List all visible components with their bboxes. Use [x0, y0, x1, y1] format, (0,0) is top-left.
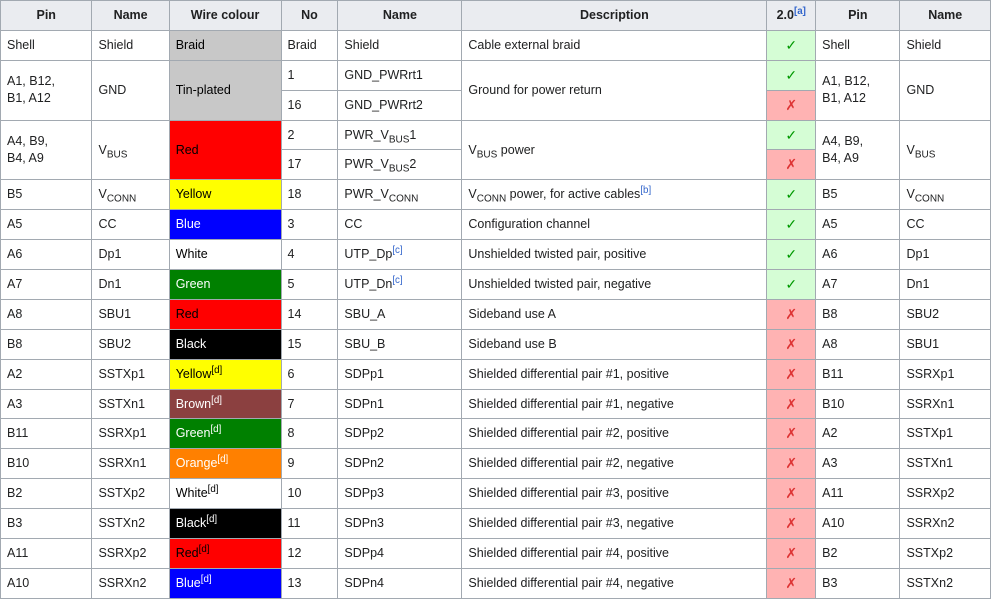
cell-name-a: Shield	[92, 30, 169, 60]
cell-pin-b: A6	[816, 240, 900, 270]
column-header-no: No	[281, 1, 338, 31]
cell-description: Shielded differential pair #1, positive	[462, 359, 767, 389]
cell-name-b: $PWR\_V_{BUS}1$	[338, 120, 462, 150]
cell-wire-number: 8	[281, 419, 338, 449]
cell-wire-colour: Braid	[169, 30, 281, 60]
cell-name-a: SBU1	[92, 299, 169, 329]
usb20-unsupported-icon: ✗	[767, 539, 816, 569]
table-row	[1, 180, 991, 210]
cell-wire-colour: Blue	[169, 210, 281, 240]
cell-name-a: SSTXp1	[92, 359, 169, 389]
cell-name-c: SSTXp1	[900, 419, 991, 449]
table-row	[1, 359, 991, 389]
table-row	[1, 479, 991, 509]
cell-wire-number: 1	[281, 60, 338, 90]
cell-name-b: CC	[338, 210, 462, 240]
usb20-supported-icon: ✓	[767, 210, 816, 240]
cell-description: $V_{BUS}$ power	[462, 120, 767, 180]
table-row	[1, 539, 991, 569]
cell-pin-b: B8	[816, 299, 900, 329]
usb20-supported-icon: ✓	[767, 60, 816, 90]
cell-description: Shielded differential pair #3, positive	[462, 479, 767, 509]
cell-description: Shielded differential pair #1, negative	[462, 389, 767, 419]
cell-pin-b: Shell	[816, 30, 900, 60]
cell-name-c: Dn1	[900, 270, 991, 300]
cell-description: Shielded differential pair #4, negative	[462, 568, 767, 598]
table-row	[1, 30, 991, 60]
cell-pin-a: A6	[1, 240, 92, 270]
cell-wire-colour: Brown[d]	[169, 389, 281, 419]
table-row	[1, 389, 991, 419]
cell-pin-b: A1, B12, B1, A12	[816, 60, 900, 120]
cell-name-a: SSRXn2	[92, 568, 169, 598]
cell-wire-colour: Yellow[d]	[169, 359, 281, 389]
cell-name-b: SDPp2	[338, 419, 462, 449]
cell-name-b: UTP_Dn[c]	[338, 270, 462, 300]
cell-name-a: SSTXn2	[92, 509, 169, 539]
cell-pin-b: A4, B9, B4, A9	[816, 120, 900, 180]
cell-pin-b: A3	[816, 449, 900, 479]
cell-name-a: $V_{CONN}$	[92, 180, 169, 210]
cell-name-b: SDPn4	[338, 568, 462, 598]
cell-pin-a: B2	[1, 479, 92, 509]
cell-pin-a: A8	[1, 299, 92, 329]
cell-pin-b: A5	[816, 210, 900, 240]
cell-name-b: GND_PWRrt2	[338, 90, 462, 120]
cell-wire-number: Braid	[281, 30, 338, 60]
cell-name-b: SDPp3	[338, 479, 462, 509]
cell-name-c: $V_{BUS}$	[900, 120, 991, 180]
cell-description: Shielded differential pair #2, positive	[462, 419, 767, 449]
cell-name-b: Shield	[338, 30, 462, 60]
cell-name-c: SSRXn1	[900, 389, 991, 419]
column-header-name_b: Name	[338, 1, 462, 31]
cell-description: Shielded differential pair #4, positive	[462, 539, 767, 569]
usb20-unsupported-icon: ✗	[767, 449, 816, 479]
cell-pin-b: B3	[816, 568, 900, 598]
table-body	[1, 30, 991, 598]
usb20-unsupported-icon: ✗	[767, 389, 816, 419]
usb20-supported-icon: ✓	[767, 270, 816, 300]
table-row	[1, 270, 991, 300]
cell-name-a: SSRXn1	[92, 449, 169, 479]
column-header-name_a: Name	[92, 1, 169, 31]
cell-name-c: SSTXn2	[900, 568, 991, 598]
cell-pin-b: B10	[816, 389, 900, 419]
cell-pin-a: A11	[1, 539, 92, 569]
cell-name-a: Dn1	[92, 270, 169, 300]
usb20-supported-icon: ✓	[767, 240, 816, 270]
cell-name-a: SSTXn1	[92, 389, 169, 419]
cell-pin-a: A4, B9, B4, A9	[1, 120, 92, 180]
cell-name-b: $PWR\_V_{CONN}$	[338, 180, 462, 210]
column-header-ver: 2.0[a]	[767, 1, 816, 31]
cell-wire-colour: Red	[169, 120, 281, 180]
cell-pin-a: A3	[1, 389, 92, 419]
usb20-unsupported-icon: ✗	[767, 509, 816, 539]
usb20-unsupported-icon: ✗	[767, 329, 816, 359]
cell-name-a: SSRXp1	[92, 419, 169, 449]
usb20-unsupported-icon: ✗	[767, 568, 816, 598]
cell-name-c: SSRXp1	[900, 359, 991, 389]
table-row	[1, 210, 991, 240]
cell-name-a: Dp1	[92, 240, 169, 270]
cell-description: Shielded differential pair #2, negative	[462, 449, 767, 479]
cell-pin-a: A2	[1, 359, 92, 389]
cell-name-c: SBU1	[900, 329, 991, 359]
cell-wire-colour: Green	[169, 270, 281, 300]
cell-name-c: SBU2	[900, 299, 991, 329]
cell-description: Unshielded twisted pair, positive	[462, 240, 767, 270]
cell-wire-colour: Tin-plated	[169, 60, 281, 120]
column-header-desc: Description	[462, 1, 767, 31]
cell-wire-number: 13	[281, 568, 338, 598]
cell-name-a: SSTXp2	[92, 479, 169, 509]
usb20-supported-icon: ✓	[767, 30, 816, 60]
cell-wire-colour: White[d]	[169, 479, 281, 509]
cell-wire-colour: Red[d]	[169, 539, 281, 569]
cell-description: Sideband use A	[462, 299, 767, 329]
cell-wire-number: 17	[281, 150, 338, 180]
cell-pin-a: B10	[1, 449, 92, 479]
cell-wire-colour: Green[d]	[169, 419, 281, 449]
cell-name-c: SSRXp2	[900, 479, 991, 509]
cell-name-b: SDPp4	[338, 539, 462, 569]
cell-pin-b: B2	[816, 539, 900, 569]
cell-description: Shielded differential pair #3, negative	[462, 509, 767, 539]
cell-wire-colour: Black	[169, 329, 281, 359]
cell-wire-number: 15	[281, 329, 338, 359]
cell-name-b: SDPn3	[338, 509, 462, 539]
cell-description: Unshielded twisted pair, negative	[462, 270, 767, 300]
cell-description: Configuration channel	[462, 210, 767, 240]
cell-wire-number: 16	[281, 90, 338, 120]
cell-pin-b: A11	[816, 479, 900, 509]
table-row	[1, 60, 991, 90]
cell-pin-a: B11	[1, 419, 92, 449]
cell-name-c: SSTXn1	[900, 449, 991, 479]
cell-pin-b: A7	[816, 270, 900, 300]
cell-wire-number: 10	[281, 479, 338, 509]
usb20-unsupported-icon: ✗	[767, 299, 816, 329]
cell-name-a: $V_{BUS}$	[92, 120, 169, 180]
cell-description: Sideband use B	[462, 329, 767, 359]
cell-name-b: SDPp1	[338, 359, 462, 389]
cell-description: Ground for power return	[462, 60, 767, 120]
cell-wire-number: 6	[281, 359, 338, 389]
cell-pin-a: A5	[1, 210, 92, 240]
cell-pin-b: A10	[816, 509, 900, 539]
table-row	[1, 419, 991, 449]
usb20-unsupported-icon: ✗	[767, 90, 816, 120]
cell-name-b: SDPn2	[338, 449, 462, 479]
table-row	[1, 449, 991, 479]
cell-description: Cable external braid	[462, 30, 767, 60]
cell-wire-colour: White	[169, 240, 281, 270]
cell-pin-a: A10	[1, 568, 92, 598]
cell-name-a: GND	[92, 60, 169, 120]
cell-pin-a: B5	[1, 180, 92, 210]
usb20-unsupported-icon: ✗	[767, 479, 816, 509]
cell-name-c: SSRXn2	[900, 509, 991, 539]
cell-name-c: CC	[900, 210, 991, 240]
cell-pin-b: B11	[816, 359, 900, 389]
cell-description: $V_{CONN}$ power, for active cables[b]	[462, 180, 767, 210]
cell-pin-a: B8	[1, 329, 92, 359]
column-header-wire: Wire colour	[169, 1, 281, 31]
table-row	[1, 240, 991, 270]
table-header	[1, 1, 991, 31]
usb20-supported-icon: ✓	[767, 120, 816, 150]
cell-wire-colour: Black[d]	[169, 509, 281, 539]
cell-wire-number: 12	[281, 539, 338, 569]
cell-wire-number: 5	[281, 270, 338, 300]
cell-pin-a: A1, B12, B1, A12	[1, 60, 92, 120]
cell-wire-number: 3	[281, 210, 338, 240]
cell-name-a: SSRXp2	[92, 539, 169, 569]
cell-name-b: $PWR\_V_{BUS}2$	[338, 150, 462, 180]
cell-wire-number: 11	[281, 509, 338, 539]
column-header-pin_a: Pin	[1, 1, 92, 31]
cell-name-b: SBU_A	[338, 299, 462, 329]
cell-pin-b: A8	[816, 329, 900, 359]
column-header-pin_b: Pin	[816, 1, 900, 31]
cell-name-b: SDPn1	[338, 389, 462, 419]
cell-name-c: Dp1	[900, 240, 991, 270]
table-row	[1, 509, 991, 539]
cell-name-c: SSTXp2	[900, 539, 991, 569]
cell-name-b: GND_PWRrt1	[338, 60, 462, 90]
table-row	[1, 299, 991, 329]
cell-name-b: UTP_Dp[c]	[338, 240, 462, 270]
usb20-unsupported-icon: ✗	[767, 419, 816, 449]
cell-wire-number: 2	[281, 120, 338, 150]
cell-pin-b: B5	[816, 180, 900, 210]
cell-wire-colour: Orange[d]	[169, 449, 281, 479]
table-row	[1, 120, 991, 150]
cell-wire-number: 14	[281, 299, 338, 329]
cell-name-c: Shield	[900, 30, 991, 60]
cell-pin-a: Shell	[1, 30, 92, 60]
table-row	[1, 329, 991, 359]
table-row	[1, 568, 991, 598]
cell-wire-number: 18	[281, 180, 338, 210]
usb20-supported-icon: ✓	[767, 180, 816, 210]
cell-wire-colour: Red	[169, 299, 281, 329]
header-row	[1, 1, 991, 31]
column-header-name_c: Name	[900, 1, 991, 31]
cell-name-a: SBU2	[92, 329, 169, 359]
cell-wire-colour: Yellow	[169, 180, 281, 210]
cell-wire-number: 9	[281, 449, 338, 479]
cell-pin-a: A7	[1, 270, 92, 300]
cell-name-c: GND	[900, 60, 991, 120]
cell-wire-number: 4	[281, 240, 338, 270]
cell-name-a: CC	[92, 210, 169, 240]
usb20-unsupported-icon: ✗	[767, 359, 816, 389]
cell-name-c: $V_{CONN}$	[900, 180, 991, 210]
cell-name-b: SBU_B	[338, 329, 462, 359]
cell-wire-colour: Blue[d]	[169, 568, 281, 598]
cell-pin-a: B3	[1, 509, 92, 539]
cell-wire-number: 7	[281, 389, 338, 419]
cell-pin-b: A2	[816, 419, 900, 449]
usb20-unsupported-icon: ✗	[767, 150, 816, 180]
